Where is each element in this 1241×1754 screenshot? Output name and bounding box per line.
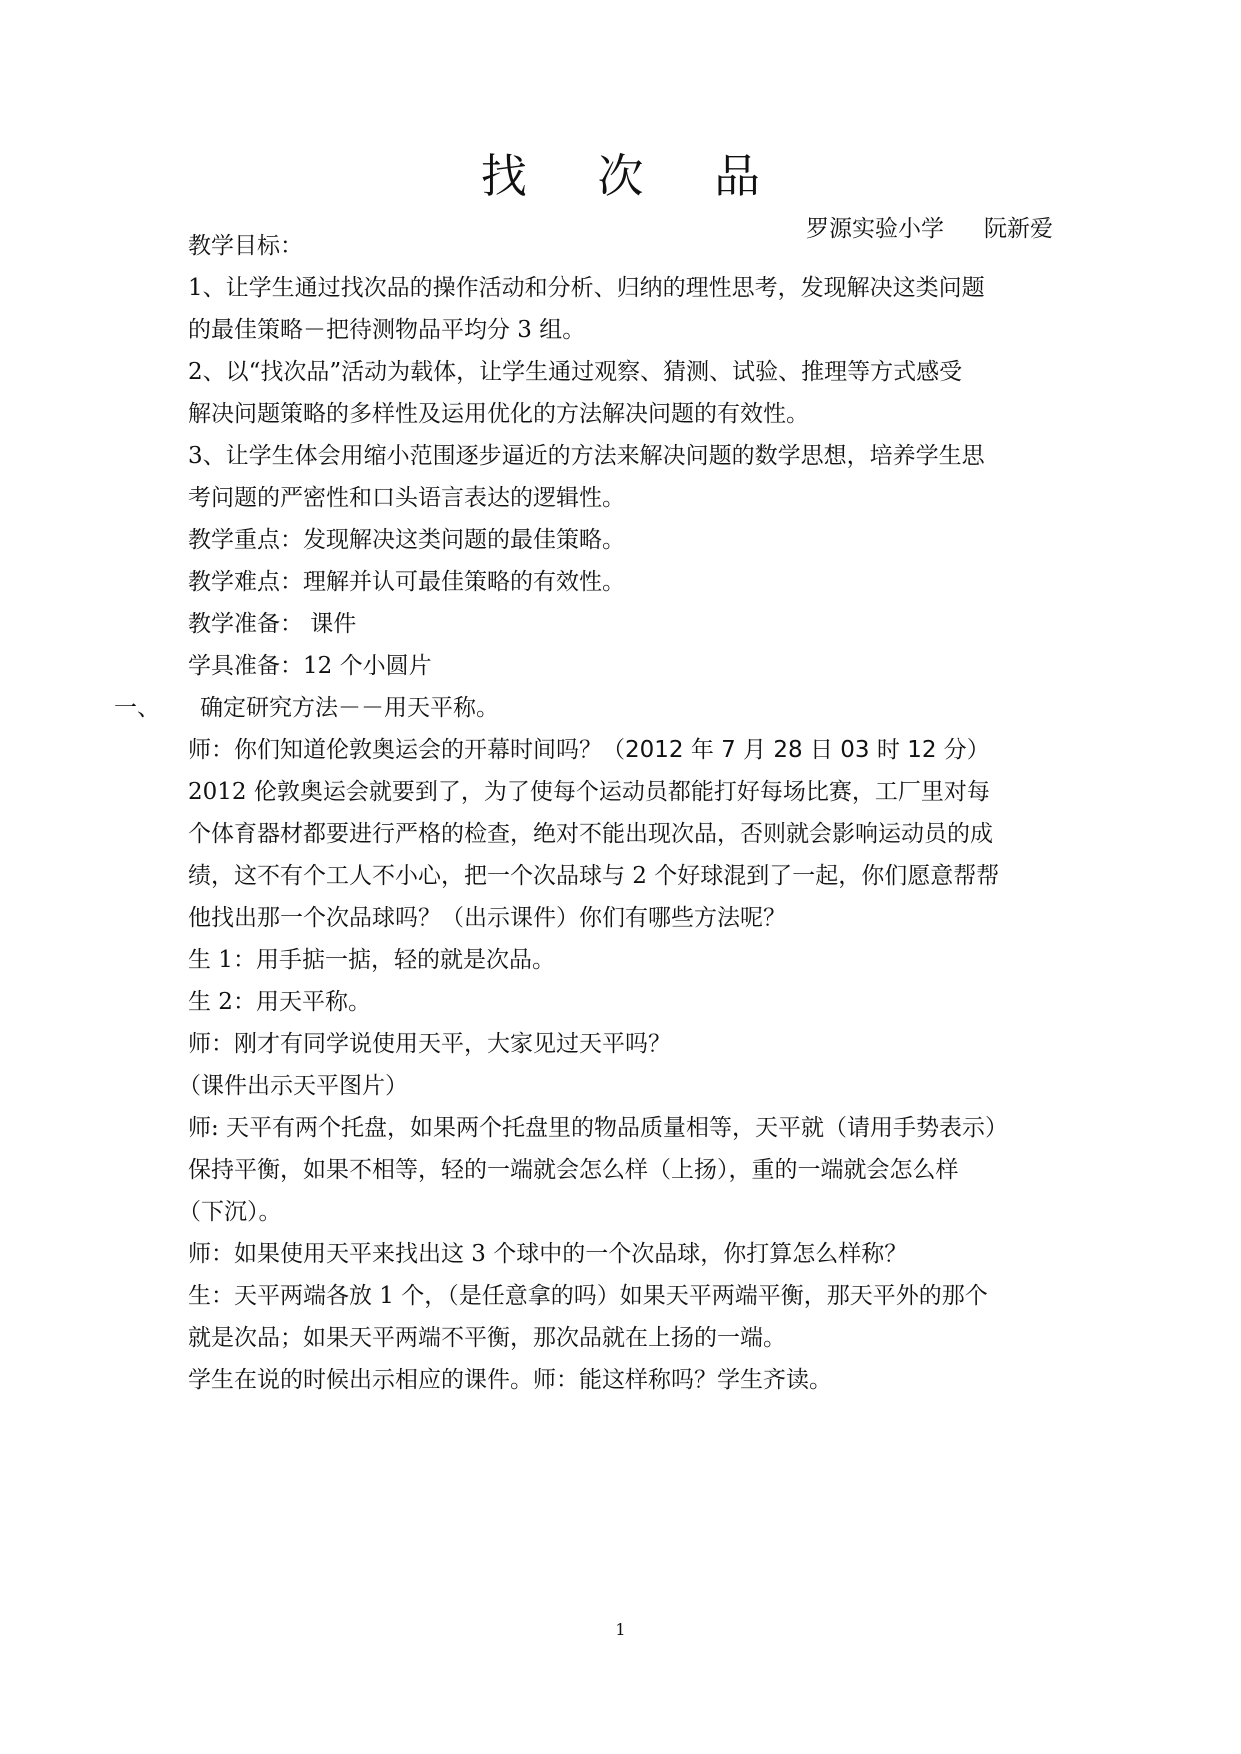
author-school: 罗源实验小学 xyxy=(806,216,944,242)
difficulty: 教学难点：理解并认可最佳策略的有效性。 xyxy=(188,569,625,595)
student-2-answer: 生 2：用天平称。 xyxy=(188,989,371,1015)
section-heading: 确定研究方法－－用天平称。 xyxy=(200,695,499,721)
paragraph-line: 学生在说的时候出示相应的课件。师：能这样称吗？学生齐读。 xyxy=(188,1367,832,1393)
paragraph-line: 2012 伦敦奥运会就要到了，为了使每个运动员都能打好每场比赛，工厂里对每 xyxy=(188,779,990,805)
teacher-line: 师：如果使用天平来找出这 3 个球中的一个次品球，你打算怎么样称？ xyxy=(188,1241,908,1267)
paragraph-line xyxy=(188,734,990,766)
teacher-line: 师：刚才有同学说使用天平，大家见过天平吗？ xyxy=(188,1031,671,1057)
author-name: 阮新爱 xyxy=(984,216,1053,242)
teaching-prep: 教学准备： 课件 xyxy=(188,611,357,637)
paragraph-line: 就是次品；如果天平两端不平衡，那次品就在上扬的一端。 xyxy=(188,1325,786,1351)
objective-1-line-1: 1、让学生通过找次品的操作活动和分析、归纳的理性思考，发现解决这类问题 xyxy=(188,275,985,301)
key-point: 教学重点：发现解决这类问题的最佳策略。 xyxy=(188,527,625,553)
student-materials: 学具准备：12 个小圆片 xyxy=(188,653,432,679)
opening-time: 2012 年 7 月 28 日 03 时 12 分） xyxy=(625,737,990,763)
paragraph-line: 他找出那一个次品球吗？（出示课件）你们有哪些方法呢？ xyxy=(188,905,786,931)
objective-2-line-1: 2、以“找次品”活动为载体，让学生通过观察、猜测、试验、推理等方式感受 xyxy=(188,359,963,385)
page-number: 1 xyxy=(615,1620,626,1639)
student-answer: 生：天平两端各放 1 个，（是任意拿的吗）如果天平两端平衡，那天平外的那个 xyxy=(188,1283,988,1309)
teacher-line: 师: 天平有两个托盘，如果两个托盘里的物品质量相等，天平就（请用手势表示） xyxy=(188,1115,1009,1141)
author-line xyxy=(806,210,1053,243)
teacher-question: 师：你们知道伦敦奥运会的开幕时间吗？（ xyxy=(188,737,625,763)
objective-2-line-2: 解决问题策略的多样性及运用优化的方法解决问题的有效性。 xyxy=(188,401,809,427)
objective-1-line-2: 的最佳策略－把待测物品平均分 3 组。 xyxy=(188,317,586,343)
paragraph-line: 绩，这不有个工人不小心，把一个次品球与 2 个好球混到了一起，你们愿意帮帮 xyxy=(188,863,1000,889)
courseware-note: （课件出示天平图片） xyxy=(178,1073,408,1099)
objectives-heading: 教学目标： xyxy=(188,233,303,259)
objective-3-line-2: 考问题的严密性和口头语言表达的逻辑性。 xyxy=(188,485,625,511)
paragraph-line: （下沉）。 xyxy=(178,1199,282,1225)
document-title: 找 次 品 xyxy=(480,149,789,203)
paragraph-line: 个体育器材都要进行严格的检查，绝对不能出现次品，否则就会影响运动员的成 xyxy=(188,821,993,847)
paragraph-line: 保持平衡，如果不相等，轻的一端就会怎么样（上扬），重的一端就会怎么样 xyxy=(188,1157,959,1183)
section-number: 一、 xyxy=(114,695,160,721)
objective-3-line-1: 3、让学生体会用缩小范围逐步逼近的方法来解决问题的数学思想，培养学生思 xyxy=(188,443,985,469)
student-1-answer: 生 1：用手掂一掂，轻的就是次品。 xyxy=(188,947,555,973)
